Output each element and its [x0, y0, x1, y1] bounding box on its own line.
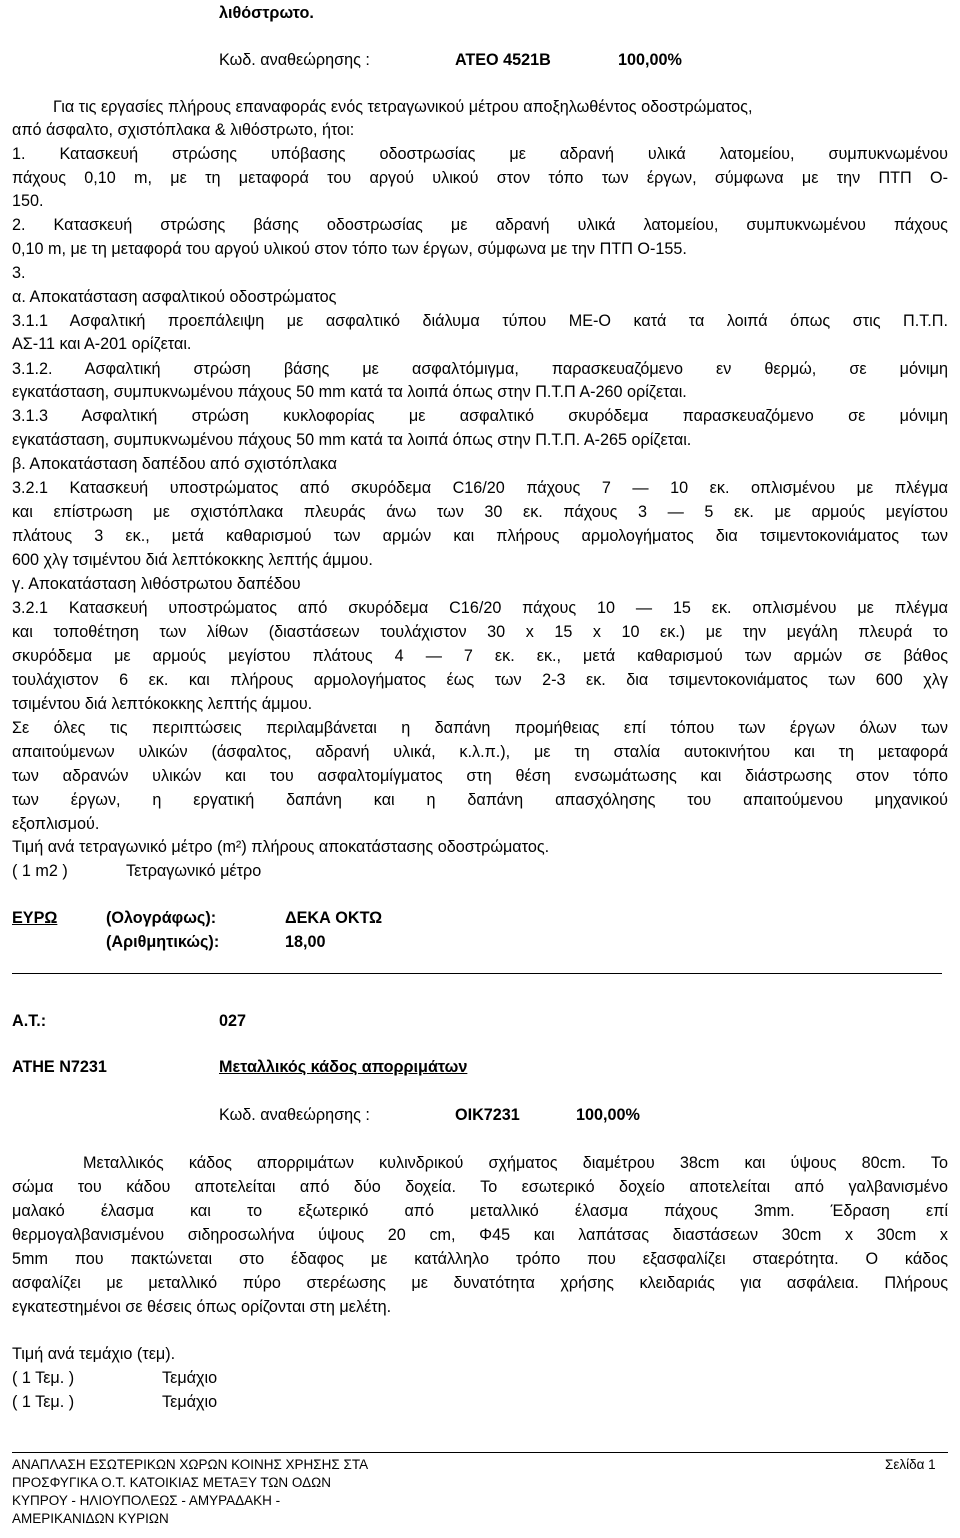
paragraph-line: τσιμέντου διά λεπτόκοκκης λεπτής άμμου. — [12, 695, 313, 713]
revision-label: Κωδ. αναθεώρησης : — [219, 1106, 370, 1124]
footer-divider — [12, 1452, 948, 1453]
item-title: Μεταλλικός κάδος απορριμάτων — [219, 1058, 468, 1076]
paragraph-line: και επίστρωση με σχιστόπλακα πλευράς άνω των 30 εκ. πάχους 3 — 5 εκ. με αρμούς μεγίστου — [12, 503, 948, 521]
paragraph-line: σκυρόδεμα με αρμούς μεγίστου πλάτους 4 — 7 εκ. εκ., μετά καθαρισμού των αρμών σε βάθος — [12, 647, 948, 665]
paragraph-line: Σε όλες τις περιπτώσεις περιλαμβάνεται η δαπάνη προμήθειας επί τόπου των έργων όλων των — [12, 719, 948, 737]
unit-description: Τιμή ανά τεμάχιο (τεμ). — [12, 1345, 176, 1363]
paragraph-line: Για τις εργασίες πλήρους επαναφοράς ενός τετραγωνικού μέτρου αποξηλωθέντος οδοστρώματος, — [53, 98, 753, 116]
footer-project-line: ΑΜΕΡΙΚΑΝΙΔΩΝ ΚΥΡΙΩΝ — [12, 1511, 169, 1526]
price-words-label: (Ολογράφως): — [106, 909, 217, 927]
price-words-value: ΔΕΚΑ ΟΚΤΩ — [285, 909, 383, 927]
revision-label: Κωδ. αναθεώρησης : — [219, 51, 370, 69]
page-number: Σελίδα 1 — [885, 1457, 936, 1472]
paragraph-line: 600 χλγ τσιμέντου διά λεπτόκοκκης λεπτής άμμου. — [12, 551, 373, 569]
unit-name: Τετραγωνικό μέτρο — [126, 862, 262, 880]
subsection-heading: γ. Αποκατάσταση λιθόστρωτου δαπέδου — [12, 575, 301, 593]
item-number-value: 027 — [219, 1012, 247, 1030]
subsection-heading: α. Αποκατάσταση ασφαλτικού οδοστρώματος — [12, 288, 337, 306]
paragraph-line: από άσφαλτο, σχιστόπλακα & λιθόστρωτο, ήτοι: — [12, 121, 355, 139]
subsection-heading: β. Αποκατάσταση δαπέδου από σχιστόπλακα — [12, 455, 337, 473]
price-number-label: (Αριθμητικώς): — [106, 933, 220, 951]
unit-quantity: ( 1 m2 ) — [12, 862, 68, 880]
revision-code: ΟΙΚ7231 — [455, 1106, 520, 1124]
paragraph-line: και τοποθέτηση των λίθων (διαστάσεων τουλάχιστον 30 x 15 x 10 εκ.) με την μεγάλη πλευρά το — [12, 623, 948, 641]
section-divider — [12, 973, 942, 974]
paragraph-line: 0,10 m, με τη μεταφορά του αργού υλικού στον τόπο των έργων, σύμφωνα με την ΠΤΠ Ο-155. — [12, 240, 687, 258]
paragraph-line: 3. — [12, 264, 26, 282]
paragraph-line: 3.1.3 Ασφαλτική στρώση κυκλοφορίας με ασφαλτικό σκυρόδεμα παρασκευαζόμενο σε μόνιμη — [12, 407, 948, 425]
paragraph-line: 3.2.1 Κατασκευή υποστρώματος από σκυρόδεμα C16/20 πάχους 7 — 10 εκ. οπλισμένου με πλέγμα — [12, 479, 948, 497]
paragraph-line: Μεταλλικός κάδος απορριμάτων κυλινδρικού σχήματος διαμέτρου 38cm και ύψους 80cm. Το — [83, 1154, 948, 1172]
unit-name: Τεμάχιο — [162, 1393, 218, 1411]
paragraph-line: 3.1.2. Ασφαλτική στρώση βάσης με ασφαλτόμιγμα, παρασκευαζόμενο εν θερμώ, σε μόνιμη — [12, 360, 948, 378]
price-number-value: 18,00 — [285, 933, 326, 951]
paragraph-line: εγκατεστημένοι σε θέσεις όπως ορίζονται στη μελέτη. — [12, 1298, 392, 1316]
paragraph-line: πλάτους 3 εκ., μετά καθαρισμού των αρμών και πλήρους αρμολογήματος δια τσιμεντοκονιάματος των — [12, 527, 948, 545]
paragraph-line: 1. Κατασκευή στρώσης υπόβασης οδοστρωσίας με αδρανή υλικά λατομείου, συμπυκνωμένου — [12, 145, 948, 163]
paragraph-line: εγκατάσταση, συμπυκνωμένου πάχους 50 mm κατά τα λοιπά όπως στην Π.Τ.Π. Α-265 ορίζεται. — [12, 431, 692, 449]
section-title: λιθόστρωτο. — [219, 4, 314, 22]
revision-code: ΑΤΕΟ 4521Β — [455, 51, 551, 69]
footer-project-line: ΚΥΠΡΟΥ - ΗΛΙΟΥΠΟΛΕΩΣ - ΑΜΥΡΑΔΑΚΗ - — [12, 1493, 281, 1508]
paragraph-line: 150. — [12, 192, 44, 210]
unit-quantity: ( 1 Τεμ. ) — [12, 1393, 75, 1411]
paragraph-line: σώμα του κάδου αποτελείται από δύο δοχεία. Το εσωτερικό δοχείο αποτελείται από γαλβανισμένο — [12, 1178, 948, 1196]
paragraph-line: 5mm που πακτώνεται στο έδαφος με κατάλληλο τρόπο που εξασφαλίζει σταερότητα. Ο κάδος — [12, 1250, 948, 1268]
paragraph-line: 2. Κατασκευή στρώσης βάσης οδοστρωσίας με αδρανή υλικά λατομείου, συμπυκνωμένου πάχους — [12, 216, 948, 234]
paragraph-line: ΑΣ-11 και Α-201 ορίζεται. — [12, 335, 192, 353]
paragraph-line: εγκατάσταση, συμπυκνωμένου πάχους 50 mm κατά τα λοιπά όπως στην Π.Τ.Π Α-260 ορίζεται. — [12, 383, 687, 401]
paragraph-line: 3.2.1 Κατασκευή υποστρώματος από σκυρόδεμα C16/20 πάχους 10 — 15 εκ. οπλισμένου με πλέγμα — [12, 599, 948, 617]
footer-project-line: ΠΡΟΣΦΥΓΙΚΑ Ο.Τ. ΚΑΤΟΙΚΙΑΣ ΜΕΤΑΞΥ ΤΩΝ ΟΔΩΝ — [12, 1475, 331, 1490]
price-currency: ΕΥΡΩ — [12, 909, 58, 927]
paragraph-line: πάχους 0,10 m, με τη μεταφορά του αργού υλικού στον τόπο των έργων, σύμφωνα με την ΠΤΠ Ο- — [12, 169, 948, 187]
item-number-label: Α.Τ.: — [12, 1012, 47, 1030]
paragraph-line: ασφαλίζει με μεταλλικό πύρο στερέωσης με δυνατότητα χρήσης κλειδαριάς για ασφάλεια. Πλήρους — [12, 1274, 948, 1292]
paragraph-line: 3.1.1 Ασφαλτική προεπάλειψη με ασφαλτικό διάλυμα τύπου ΜΕ-Ο κατά τα λοιπά όπως στις Π.Τ.Π. — [12, 312, 948, 330]
unit-description: Τιμή ανά τετραγωνικό μέτρο (m²) πλήρους αποκατάστασης οδοστρώματος. — [12, 838, 550, 856]
paragraph-line: μαλακό έλασμα και το εξωτερικό από μεταλλικό έλασμα πάχους 3mm. Έδραση επί — [12, 1202, 948, 1220]
revision-percent: 100,00% — [618, 51, 682, 69]
paragraph-line: απαιτούμενων υλικών (άσφαλτος, αδρανή υλικά, κ.λ.π.), με τη σταλία αυτοκινήτου και τη μεταφορά — [12, 743, 948, 761]
footer-project-line: ΑΝΑΠΛΑΣΗ ΕΣΩΤΕΡΙΚΩΝ ΧΩΡΩΝ ΚΟΙΝΗΣ ΧΡΗΣΗΣ ΣΤΑ — [12, 1457, 369, 1472]
paragraph-line: τουλάχιστον 6 εκ. και πλήρους αρμολογήματος έως των 2-3 εκ. δια τσιμεντοκονιάματος των 600 χλγ — [12, 671, 948, 689]
unit-name: Τεμάχιο — [162, 1369, 218, 1387]
paragraph-line: των αδρανών υλικών και του ασφαλτομίγματος στη θέση ενσωμάτωσης και διάστρωσης στον τόπο — [12, 767, 948, 785]
revision-percent: 100,00% — [576, 1106, 640, 1124]
paragraph-line: των έργων, η εργατική δαπάνη και η δαπάνη απασχόλησης του απαιτούμενου μηχανικού — [12, 791, 948, 809]
unit-quantity: ( 1 Τεμ. ) — [12, 1369, 75, 1387]
item-code: ΑΤΗΕ Ν7231 — [12, 1058, 107, 1076]
paragraph-line: εξοπλισμού. — [12, 815, 100, 833]
paragraph-line: θερμογαλβανισμένου σιδηροσωλήνα ύψους 20 cm, Φ45 και λαπάτσας διαστάσεων 30cm x 30cm x — [12, 1226, 948, 1244]
